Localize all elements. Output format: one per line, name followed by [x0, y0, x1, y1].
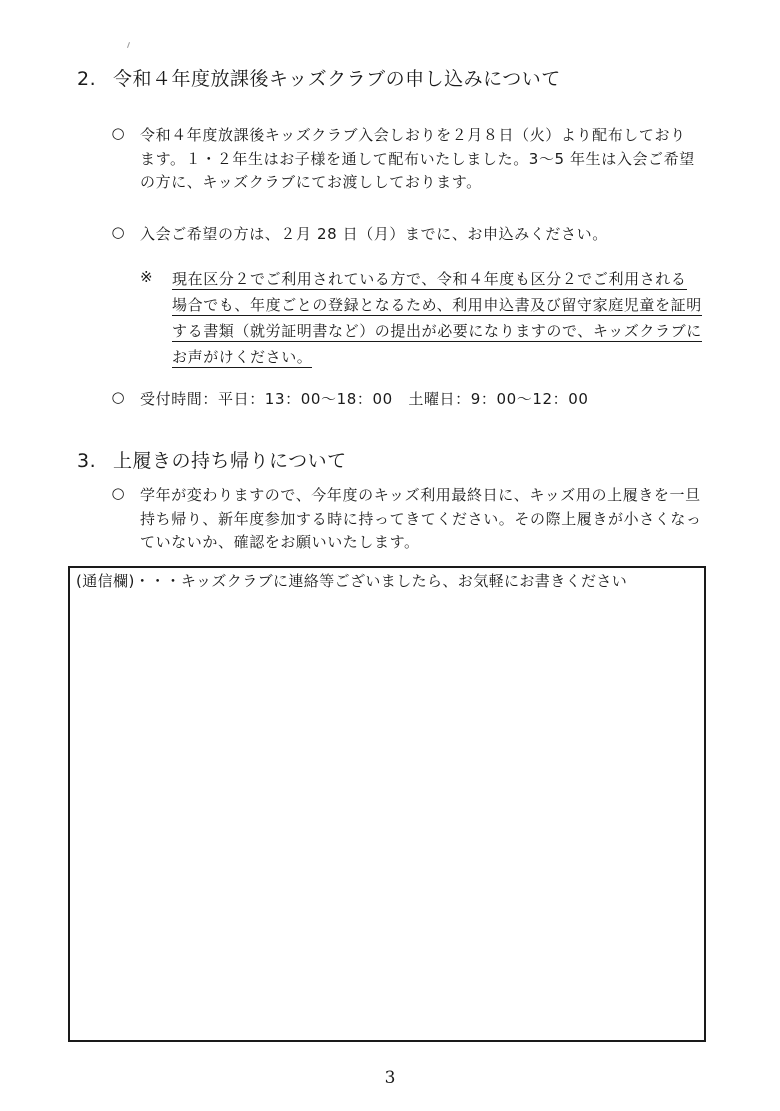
section-2-note — [172, 266, 702, 370]
section-3-title: 上履きの持ち帰りについて — [113, 450, 347, 472]
section-3-heading — [77, 446, 347, 473]
section-2-heading — [77, 64, 561, 91]
section-2-item-2 — [140, 223, 608, 247]
note-line: する書類（就労証明書など）の提出が必要になりますので、キッズクラブに — [172, 322, 702, 340]
section-3-number: 3. — [77, 450, 97, 472]
memo-label: (通信欄)・・・キッズクラブに連絡等ございましたら、お気軽にお書きください — [76, 572, 628, 590]
bullet-circle: ○ — [111, 223, 125, 241]
text-line: 令和４年度放課後キッズクラブ入会しおりを２月８日（火）より配布しており — [140, 126, 686, 144]
text-line: ていないか、確認をお願いいたします。 — [140, 533, 420, 551]
section-2-number: 2. — [77, 68, 97, 90]
text-line: 入会ご希望の方は、２月 28 日（月）までに、お申込みください。 — [140, 225, 608, 243]
section-2-item-3 — [140, 388, 589, 412]
section-2-item-1 — [140, 124, 695, 195]
bullet-circle: ○ — [111, 388, 125, 406]
bullet-circle: ○ — [111, 124, 125, 142]
page-number: 3 — [384, 1068, 396, 1088]
note-line: 場合でも、年度ごとの登録となるため、利用申込書及び留守家庭児童を証明 — [172, 296, 702, 314]
text-line: ます。１・２年生はお子様を通して配布いたしました。3～5 年生は入会ご希望 — [140, 149, 695, 168]
scan-speck — [127, 42, 130, 48]
text-line: 学年が変わりますので、今年度のキッズ利用最終日に、キッズ用の上履きを一旦 — [140, 486, 701, 504]
section-2-title: 令和４年度放課後キッズクラブの申し込みについて — [113, 68, 561, 90]
bullet-circle: ○ — [111, 484, 125, 502]
text-line: 受付時間：平日：13：00～18：00 土曜日：9：00～12：00 — [140, 390, 589, 408]
note-line: 現在区分２でご利用されている方で、令和４年度も区分２でご利用される — [172, 270, 687, 288]
text-line: の方に、キッズクラブにてお渡ししております。 — [140, 173, 482, 191]
section-3-item-1 — [140, 484, 702, 555]
memo-box[interactable] — [68, 566, 706, 1042]
note-mark: ※ — [140, 268, 153, 286]
note-line: お声がけください。 — [172, 348, 313, 366]
text-line: 持ち帰り、新年度参加する時に持ってきてください。その際上履きが小さくなっ — [140, 509, 702, 528]
